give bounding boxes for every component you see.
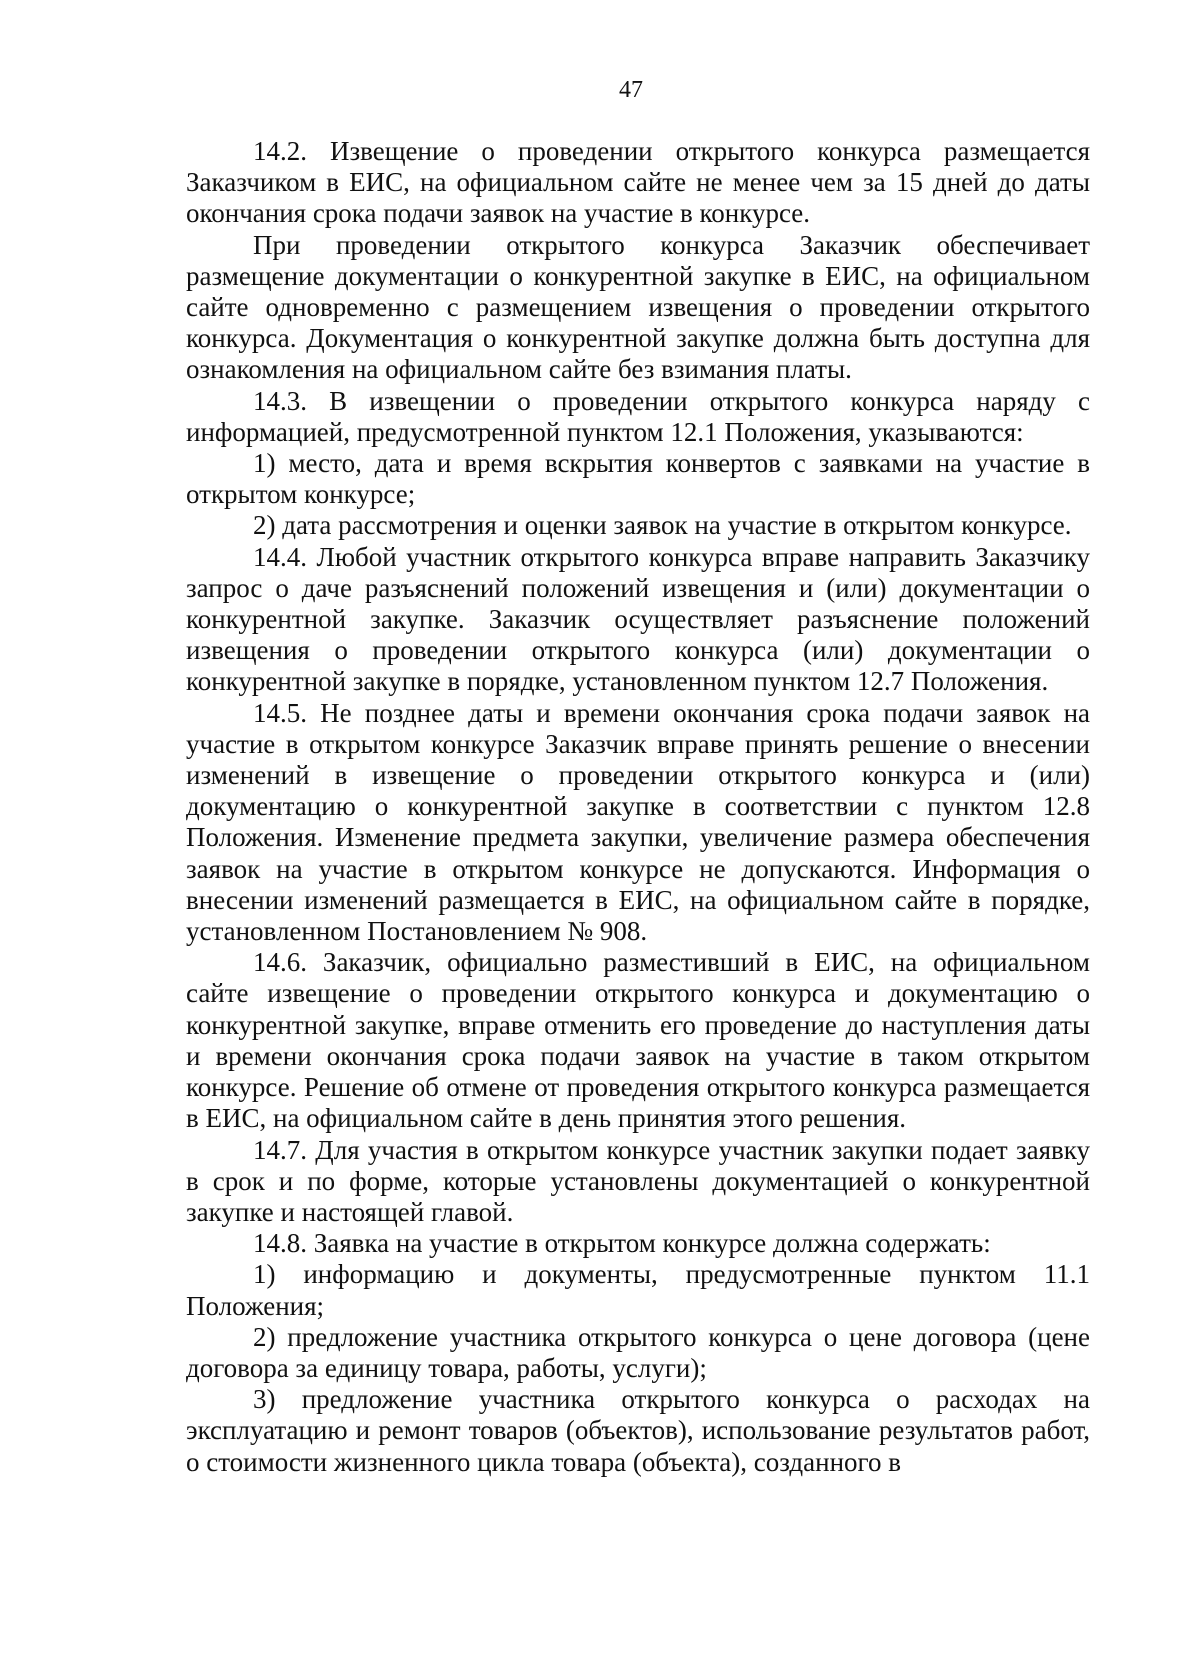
- list-item-14-8-1: 1) информацию и документы, предусмотренные пунктом 11.1 Положения;: [186, 1259, 1090, 1321]
- paragraph-14-6: 14.6. Заказчик, официально разместивший в ЕИС, на официальном сайте извещение о проведении открытого конкурса и документацию о конкурентной закупке, вправе отменить его проведение до наступления даты и времени окончания срока подачи заявок на участие в таком открытом конкурсе. Решение об отмене от проведения открытого конкурса размещается в ЕИС, на официальном сайте в день принятия этого решения.: [186, 947, 1090, 1134]
- paragraph-14-7: 14.7. Для участия в открытом конкурсе участник закупки подает заявку в срок и по форме, которые установлены документацией о конкурентной закупке и настоящей главой.: [186, 1134, 1090, 1227]
- list-item-14-3-2: 2) дата рассмотрения и оценки заявок на участие в открытом конкурсе.: [253, 510, 1072, 541]
- paragraph-14-8: 14.8. Заявка на участие в открытом конкурсе должна содержать:: [253, 1228, 991, 1259]
- paragraph-14-5: 14.5. Не позднее даты и времени окончания срока подачи заявок на участие в открытом конкурсе Заказчик вправе принять решение о внесении изменений в извещение о проведении открытого конкурса и (или) документацию о конкурентной закупке в соответствии с пунктом 12.8 Положения. Изменение предмета закупки, увеличение размера обеспечения заявок на участие в открытом конкурсе не допускаются. Информация о внесении изменений размещается в ЕИС, на официальном сайте в порядке, установленном Постановлением № 908.: [186, 697, 1090, 947]
- paragraph-14-2-documentation: При проведении открытого конкурса Заказчик обеспечивает размещение документации о конкурентной закупке в ЕИС, на официальном сайте одновременно с размещением извещения о проведении открытого конкурса. Документация о конкурентной закупке должна быть доступна для ознакомления на официальном сайте без взимания платы.: [186, 229, 1090, 385]
- page-number: 47: [619, 77, 643, 103]
- paragraph-14-2: 14.2. Извещение о проведении открытого конкурса размещается Заказчиком в ЕИС, на официальном сайте не менее чем за 15 дней до даты окончания срока подачи заявок на участие в конкурсе.: [186, 136, 1090, 229]
- list-item-14-8-3: 3) предложение участника открытого конкурса о расходах на эксплуатацию и ремонт товаров (объектов), использование результатов работ, о стоимости жизненного цикла товара (объекта), созданного в: [186, 1384, 1090, 1477]
- paragraph-14-3: 14.3. В извещении о проведении открытого конкурса наряду с информацией, предусмотренной пунктом 12.1 Положения, указываются:: [186, 385, 1090, 447]
- document-body: [186, 136, 1090, 1478]
- paragraph-14-4: 14.4. Любой участник открытого конкурса вправе направить Заказчику запрос о даче разъяснений положений извещения и (или) документации о конкурентной закупке. Заказчик осуществляет разъяснение положений извещения о проведении открытого конкурса (или) документации о конкурентной закупке в порядке, установленном пунктом 12.7 Положения.: [186, 541, 1090, 697]
- list-item-14-3-1: 1) место, дата и время вскрытия конвертов с заявками на участие в открытом конкурсе;: [186, 448, 1090, 510]
- list-item-14-8-2: 2) предложение участника открытого конкурса о цене договора (цене договора за единицу товара, работы, услуги);: [186, 1321, 1090, 1383]
